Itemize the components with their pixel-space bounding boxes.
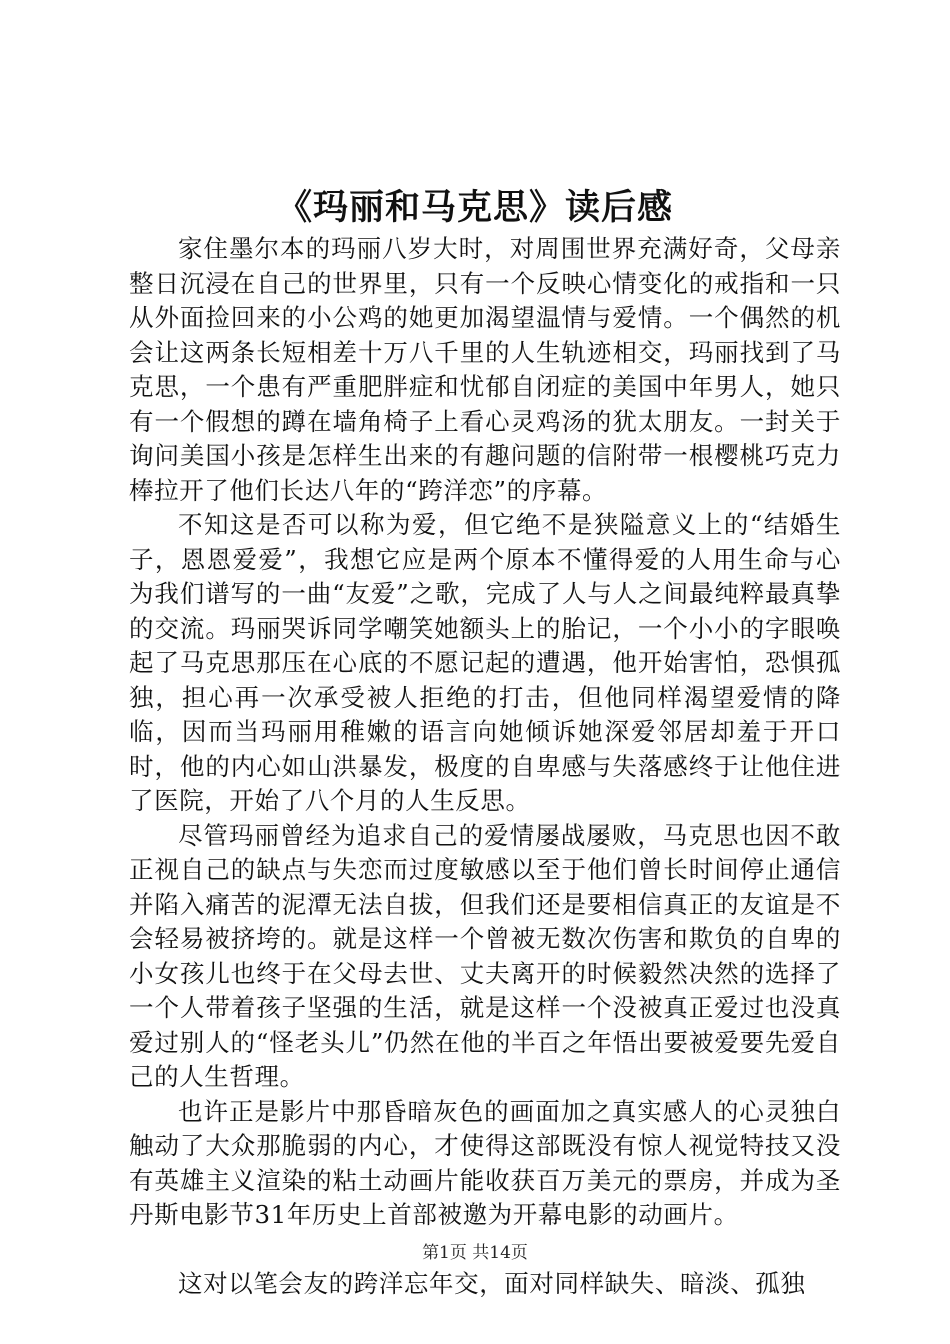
- document-body: [129, 232, 841, 1301]
- page-number-footer: 第1页 共14页: [422, 1243, 528, 1263]
- paragraph-2: 不知这是否可以称为爱，但它绝不是狭隘意义上的“结婚生子，恩恩爱爱”，我想它应是两个原本不懂得爱的人用生命与心为我们谱写的一曲“友爱”之歌，完成了人与人之间最纯粹最真挚的交流。玛丽哭诉同学嘲笑她额头上的胎记，一个小小的字眼唤起了马克思那压在心底的不愿记起的遭遇，他开始害怕，恐惧孤独，担心再一次承受被人拒绝的打击，但他同样渴望爱情的降临，因而当玛丽用稚嫩的语言向她倾诉她深爱邻居却羞于开口时，他的内心如山洪暴发，极度的自卑感与失落感终于让他住进了医院，开始了八个月的人生反思。: [129, 510, 841, 815]
- paragraph-1: 家住墨尔本的玛丽八岁大时，对周围世界充满好奇，父母亲整日沉浸在自己的世界里，只有一个反映心情变化的戒指和一只从外面捡回来的小公鸡的她更加渴望温情与爱情。一个偶然的机会让这两条长短相差十万八千里的人生轨迹相交，玛丽找到了马克思，一个患有严重肥胖症和忧郁自闭症的美国中年男人，她只有一个假想的蹲在墙角椅子上看心灵鸡汤的犹太朋友。一封关于询问美国小孩是怎样生出来的有趣问题的信附带一根樱桃巧克力棒拉开了他们长达八年的“跨洋恋”的序幕。: [129, 234, 841, 505]
- document-title: 《玛丽和马克思》读后感: [276, 187, 673, 228]
- paragraph-5: 这对以笔会友的跨洋忘年交，面对同样缺失、暗淡、孤独: [178, 1268, 806, 1298]
- paragraph-3: 尽管玛丽曾经为追求自己的爱情屡战屡败，马克思也因不敢正视自己的缺点与失恋而过度敏感以至于他们曾长时间停止通信并陷入痛苦的泥潭无法自拔，但我们还是要相信真正的友谊是不会轻易被挤垮的。就是这样一个曾被无数次伤害和欺负的自卑的小女孩儿也终于在父母去世、丈夫离开的时候毅然决然的选择了一个人带着孩子坚强的生活，就是这样一个没被真正爱过也没真爱过别人的“怪老头儿”仍然在他的半百之年悟出要被爱要先爱自己的人生哲理。: [129, 820, 841, 1091]
- paragraph-4: 也许正是影片中那昏暗灰色的画面加之真实感人的心灵独白触动了大众那脆弱的内心，才使得这部既没有惊人视觉特技又没有英雄主义渲染的粘土动画片能收获百万美元的票房，并成为圣丹斯电影节31年历史上首部被邀为开幕电影的动画片。: [129, 1096, 841, 1229]
